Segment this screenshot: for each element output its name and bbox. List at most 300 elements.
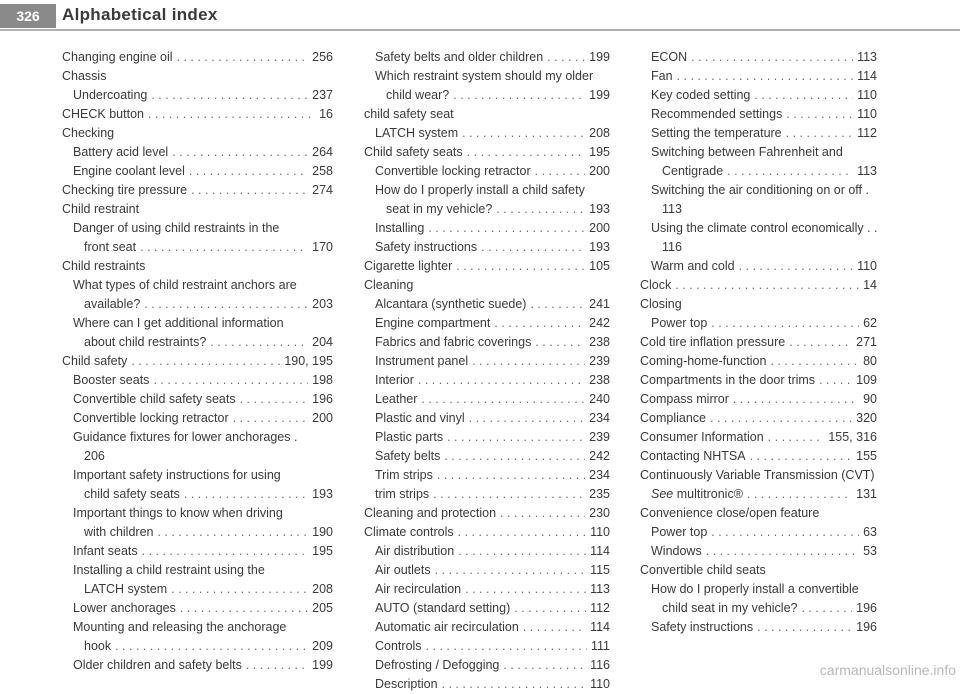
entry-page-number: 114 — [857, 69, 877, 83]
index-entry — [364, 86, 610, 105]
entry-text: front seat — [84, 240, 137, 254]
entry-page-number: 193 — [312, 487, 333, 501]
entry-page-number: 234 — [589, 411, 610, 425]
index-entry — [62, 637, 333, 656]
index-entry — [364, 200, 610, 219]
entry-page-number: 131 — [856, 487, 877, 501]
index-entry — [364, 124, 610, 143]
entry-page-number: 113 — [590, 582, 610, 596]
index-entry — [62, 276, 333, 295]
index-entry — [62, 561, 333, 580]
entry-text: Cold tire inflation pressure — [640, 335, 786, 349]
leader-dots — [148, 105, 315, 124]
entry-page-number: 238 — [589, 373, 610, 387]
entry-page-number: 209 — [312, 639, 333, 653]
index-entry — [640, 504, 877, 523]
leader-dots — [151, 86, 308, 105]
leader-dots — [535, 162, 586, 181]
entry-page-number: 110 — [590, 525, 610, 539]
index-entry — [62, 257, 333, 276]
entry-text: Fan — [651, 69, 673, 83]
index-entry — [62, 466, 333, 485]
entry-text: available? — [84, 297, 141, 311]
entry-page-number: 208 — [312, 582, 333, 596]
entry-text: Compliance — [640, 411, 707, 425]
entry-text: Trim strips — [375, 468, 433, 482]
leader-dots — [153, 371, 308, 390]
index-entry — [640, 523, 877, 542]
index-entry — [364, 485, 610, 504]
entry-page-number: 198 — [312, 373, 333, 387]
entry-text: Installing a child restraint using the — [73, 563, 265, 577]
entry-text: What types of child restraint anchors are — [73, 278, 297, 292]
entry-page-number: 196 — [312, 392, 333, 406]
leader-dots — [675, 276, 859, 295]
entry-text: Power top — [651, 525, 708, 539]
index-entry — [640, 428, 877, 447]
entry-text: Lower anchorages — [73, 601, 176, 615]
index-entry — [640, 181, 877, 200]
index-entry — [364, 105, 610, 124]
leader-dots — [426, 637, 587, 656]
entry-page-number: 235 — [589, 487, 610, 501]
entry-page-number: 199 — [589, 50, 610, 64]
entry-text: Cleaning and protection — [364, 506, 497, 520]
leader-dots — [458, 523, 586, 542]
entry-text: Contacting NHTSA — [640, 449, 746, 463]
entry-text: Warm and cold — [651, 259, 735, 273]
entry-page-number: 155, 316 — [828, 430, 877, 444]
entry-text: Checking — [62, 126, 115, 140]
index-entry — [62, 181, 333, 200]
index-entry — [640, 86, 877, 105]
entry-page-number: 239 — [589, 354, 610, 368]
entry-page-number: 271 — [856, 335, 877, 349]
entry-page-number: 195 — [589, 145, 610, 159]
entry-page-number: 239 — [589, 430, 610, 444]
entry-page-number: 90 — [863, 392, 877, 406]
entry-text: Compass mirror — [640, 392, 729, 406]
leader-dots — [500, 504, 585, 523]
entry-page-number: 200 — [589, 164, 610, 178]
leader-dots — [177, 48, 309, 67]
entry-text: Which restraint system should my older — [375, 69, 594, 83]
index-entry — [62, 48, 333, 67]
leader-dots — [131, 352, 280, 371]
entry-text: seat in my vehicle? — [386, 202, 493, 216]
index-column-2 — [364, 48, 610, 694]
entry-text: Undercoating — [73, 88, 148, 102]
entry-text: Older children and safety belts — [73, 658, 242, 672]
index-entry — [364, 162, 610, 181]
leader-dots — [710, 409, 852, 428]
leader-dots — [469, 409, 586, 428]
entry-page-number: 113 — [857, 164, 877, 178]
entry-text: Engine coolant level — [73, 164, 185, 178]
index-entry — [62, 371, 333, 390]
entry-text: Convenience close/open feature — [640, 506, 820, 520]
entry-page-number: 241 — [589, 297, 610, 311]
entry-text: Plastic parts — [375, 430, 444, 444]
index-entry — [364, 599, 610, 618]
index-entry — [364, 352, 610, 371]
page-header — [0, 0, 960, 30]
leader-dots — [442, 675, 587, 694]
index-entry — [640, 561, 877, 580]
entry-page-number: 274 — [312, 183, 333, 197]
index-entry — [364, 466, 610, 485]
entry-page-number: 199 — [312, 658, 333, 672]
index-entry — [62, 523, 333, 542]
entry-text: Automatic air recirculation — [375, 620, 519, 634]
page-title: Alphabetical index — [62, 5, 218, 24]
entry-page-number: 200 — [312, 411, 333, 425]
index-entry — [62, 86, 333, 105]
leader-dots — [435, 561, 586, 580]
entry-page-number: 199 — [589, 88, 610, 102]
leader-dots — [770, 352, 859, 371]
entry-text: Coming-home-function — [640, 354, 767, 368]
leader-dots — [180, 599, 308, 618]
leader-dots — [789, 333, 852, 352]
entry-text: Battery acid level — [73, 145, 169, 159]
index-entry — [364, 238, 610, 257]
entry-page-number: 205 — [312, 601, 333, 615]
index-entry — [364, 637, 610, 656]
index-entry — [640, 333, 877, 352]
entry-text: about child restraints? — [84, 335, 207, 349]
index-entry — [640, 390, 877, 409]
index-entry — [640, 485, 877, 504]
entry-page-number: 110 — [857, 259, 877, 273]
leader-dots — [733, 390, 859, 409]
index-entry — [364, 295, 610, 314]
entry-page-number: 63 — [863, 525, 877, 539]
index-entry — [364, 504, 610, 523]
entry-text: How do I properly install a child safety — [375, 183, 585, 197]
leader-dots — [456, 257, 585, 276]
index-entry — [364, 580, 610, 599]
page-number: 326 — [0, 4, 56, 28]
entry-page-number: 195 — [312, 544, 333, 558]
index-entry — [364, 428, 610, 447]
index-entry — [364, 48, 610, 67]
entry-text: Key coded setting — [651, 88, 751, 102]
index-entry — [640, 466, 877, 485]
index-entry — [640, 143, 877, 162]
entry-page-number: 62 — [863, 316, 877, 330]
leader-dots — [246, 656, 308, 675]
entry-text: Instrument panel — [375, 354, 469, 368]
index-entry — [62, 219, 333, 238]
entry-text: Compartments in the door trims — [640, 373, 816, 387]
entry-text: LATCH system — [84, 582, 168, 596]
entry-page-number: 110 — [590, 677, 610, 691]
entry-text: Convertible locking retractor — [375, 164, 531, 178]
entry-text: Changing engine oil — [62, 50, 173, 64]
index-entry — [62, 314, 333, 333]
entry-page-number: 113 — [857, 50, 877, 64]
entry-page-number: 115 — [590, 563, 610, 577]
entry-text: 113 — [662, 202, 682, 216]
entry-text: Centigrade — [662, 164, 724, 178]
entry-text: Air outlets — [375, 563, 431, 577]
index-entry — [62, 485, 333, 504]
leader-dots — [786, 105, 853, 124]
entry-text: trim strips — [375, 487, 430, 501]
entry-text: Alcantara (synthetic suede) — [375, 297, 527, 311]
entry-text: Controls — [375, 639, 422, 653]
index-entry — [364, 276, 610, 295]
index-entry — [640, 67, 877, 86]
entry-text: child safety seat — [364, 107, 454, 121]
entry-text: Closing — [640, 297, 682, 311]
entry-text: Safety instructions — [375, 240, 478, 254]
index-entry — [62, 333, 333, 352]
entry-page-number: 256 — [312, 50, 333, 64]
watermark: carmanualsonline.info — [819, 662, 956, 678]
entry-page-number: 234 — [589, 468, 610, 482]
index-entry — [62, 447, 333, 466]
index-entry — [62, 105, 333, 124]
index-entry — [640, 409, 877, 428]
leader-dots — [547, 48, 585, 67]
header-rule — [0, 29, 960, 31]
index-entry — [364, 257, 610, 276]
index-entry — [62, 200, 333, 219]
entry-page-number: 238 — [589, 335, 610, 349]
entry-text: Safety belts and older children — [375, 50, 544, 64]
entry-page-number: 320 — [856, 411, 877, 425]
entry-page-number: 230 — [589, 506, 610, 520]
index-entry — [640, 314, 877, 333]
entry-page-number: 196 — [856, 620, 877, 634]
entry-page-number: 203 — [312, 297, 333, 311]
entry-text: Infant seats — [73, 544, 138, 558]
leader-dots — [503, 656, 586, 675]
entry-page-number: 242 — [589, 449, 610, 463]
entry-page-number: 193 — [589, 202, 610, 216]
entry-text: Chassis — [62, 69, 107, 83]
entry-page-number: 190 — [312, 525, 333, 539]
entry-page-number: 114 — [590, 620, 610, 634]
entry-text: Convertible locking retractor — [73, 411, 229, 425]
entry-text: Interior — [375, 373, 414, 387]
entry-page-number: 200 — [589, 221, 610, 235]
entry-text: Guidance fixtures for lower anchorages . — [73, 430, 298, 444]
entry-page-number: 204 — [312, 335, 333, 349]
leader-dots — [453, 86, 585, 105]
leader-dots — [447, 428, 585, 447]
index-entry — [364, 67, 610, 86]
index-entry — [364, 333, 610, 352]
entry-text: Child safety — [62, 354, 128, 368]
index-entry — [62, 599, 333, 618]
entry-text: Booster seats — [73, 373, 150, 387]
leader-dots — [437, 466, 585, 485]
leader-dots — [754, 86, 853, 105]
entry-page-number: 110 — [857, 88, 877, 102]
index-entry — [62, 390, 333, 409]
index-entry — [364, 675, 610, 694]
index-entry — [62, 124, 333, 143]
entry-text: Child safety seats — [364, 145, 463, 159]
index-entry — [640, 257, 877, 276]
entry-page-number: 264 — [312, 145, 333, 159]
index-entry — [640, 447, 877, 466]
entry-text: Convertible child safety seats — [73, 392, 236, 406]
entry-text: LATCH system — [375, 126, 459, 140]
entry-text: Safety belts — [375, 449, 441, 463]
entry-text: Checking tire pressure — [62, 183, 188, 197]
entry-text: 206 — [84, 449, 105, 463]
leader-dots — [757, 618, 852, 637]
entry-page-number: 114 — [590, 544, 610, 558]
leader-dots — [494, 314, 585, 333]
index-entry — [62, 428, 333, 447]
index-entry — [364, 143, 610, 162]
index-entry — [640, 200, 877, 219]
index-entry — [364, 390, 610, 409]
entry-text: CHECK button — [62, 107, 144, 121]
index-entry — [62, 67, 333, 86]
index-entry — [640, 276, 877, 295]
entry-text: Child restraint — [62, 202, 140, 216]
leader-dots — [768, 428, 825, 447]
leader-dots — [142, 542, 309, 561]
index-entry — [640, 599, 877, 618]
leader-dots — [747, 485, 852, 504]
leader-dots — [191, 181, 308, 200]
index-entry — [364, 561, 610, 580]
leader-dots — [711, 523, 859, 542]
index-entry — [640, 124, 877, 143]
index-entry — [62, 409, 333, 428]
entry-page-number: 80 — [863, 354, 877, 368]
leader-dots — [535, 333, 585, 352]
leader-dots — [711, 314, 859, 333]
entry-text: Important things to know when driving — [73, 506, 283, 520]
leader-dots — [115, 637, 308, 656]
leader-dots — [801, 599, 852, 618]
index-entry — [364, 314, 610, 333]
leader-dots — [140, 238, 308, 257]
leader-dots — [739, 257, 853, 276]
entry-page-number: 109 — [856, 373, 877, 387]
entry-page-number: 237 — [312, 88, 333, 102]
leader-dots — [467, 143, 585, 162]
entry-text: Leather — [375, 392, 418, 406]
entry-text: Using the climate control economically . . — [651, 221, 878, 235]
leader-dots — [421, 390, 585, 409]
entry-page-number: 258 — [312, 164, 333, 178]
index-entry — [62, 618, 333, 637]
entry-text: Switching between Fahrenheit and — [651, 145, 843, 159]
entry-page-number: 196 — [856, 601, 877, 615]
entry-page-number: 112 — [857, 126, 877, 140]
entry-page-number: 105 — [589, 259, 610, 273]
entry-text: Setting the temperature — [651, 126, 782, 140]
entry-text: child seat in my vehicle? — [662, 601, 798, 615]
leader-dots — [472, 352, 585, 371]
entry-text: How do I properly install a convertible — [651, 582, 859, 596]
entry-text: Cigarette lighter — [364, 259, 453, 273]
index-entry — [640, 105, 877, 124]
entry-text: AUTO (standard setting) — [375, 601, 511, 615]
index-entry — [640, 580, 877, 599]
leader-dots — [210, 333, 308, 352]
entry-text: Plastic and vinyl — [375, 411, 465, 425]
entry-text: Convertible child seats — [640, 563, 766, 577]
index-entry — [62, 143, 333, 162]
entry-text: Power top — [651, 316, 708, 330]
leader-dots — [418, 371, 585, 390]
entry-page-number: 242 — [589, 316, 610, 330]
index-entry — [640, 162, 877, 181]
entry-page-number: 193 — [589, 240, 610, 254]
index-entry — [364, 542, 610, 561]
leader-dots — [523, 618, 586, 637]
entry-page-number: 112 — [590, 601, 610, 615]
index-entry — [640, 542, 877, 561]
leader-dots — [157, 523, 308, 542]
leader-dots — [819, 371, 852, 390]
leader-dots — [514, 599, 586, 618]
index-entry — [364, 409, 610, 428]
entry-text: Climate controls — [364, 525, 454, 539]
index-entry — [62, 295, 333, 314]
index-entry — [62, 352, 333, 371]
index-entry — [364, 219, 610, 238]
leader-dots — [677, 67, 854, 86]
entry-page-number: 240 — [589, 392, 610, 406]
index-entry — [640, 618, 877, 637]
leader-dots — [458, 542, 586, 561]
entry-text: Installing — [375, 221, 425, 235]
entry-text: Important safety instructions for using — [73, 468, 281, 482]
entry-text: Air distribution — [375, 544, 455, 558]
index-entry — [640, 48, 877, 67]
entry-text: child safety seats — [84, 487, 180, 501]
leader-dots — [462, 124, 585, 143]
entry-text: Defrosting / Defogging — [375, 658, 500, 672]
entry-page-number: 110 — [857, 107, 877, 121]
leader-dots — [727, 162, 853, 181]
entry-page-number: 116 — [590, 658, 610, 672]
entry-page-number: 170 — [312, 240, 333, 254]
index-entry — [640, 219, 877, 238]
entry-text: Description — [375, 677, 438, 691]
entry-text: Safety instructions — [651, 620, 754, 634]
leader-dots — [465, 580, 586, 599]
leader-dots — [481, 238, 585, 257]
index-entry — [62, 580, 333, 599]
entry-text: Engine compartment — [375, 316, 491, 330]
index-entry — [640, 352, 877, 371]
entry-text: Air recirculation — [375, 582, 462, 596]
leader-dots — [496, 200, 585, 219]
leader-dots — [786, 124, 853, 143]
index-entry — [640, 371, 877, 390]
see-reference: See — [651, 487, 674, 501]
entry-text: Mounting and releasing the anchorage — [73, 620, 287, 634]
index-entry — [62, 504, 333, 523]
entry-page-number: 155 — [856, 449, 877, 463]
entry-page-number: 208 — [589, 126, 610, 140]
leader-dots — [444, 447, 585, 466]
index-entry — [364, 371, 610, 390]
index-column-1 — [62, 48, 333, 675]
